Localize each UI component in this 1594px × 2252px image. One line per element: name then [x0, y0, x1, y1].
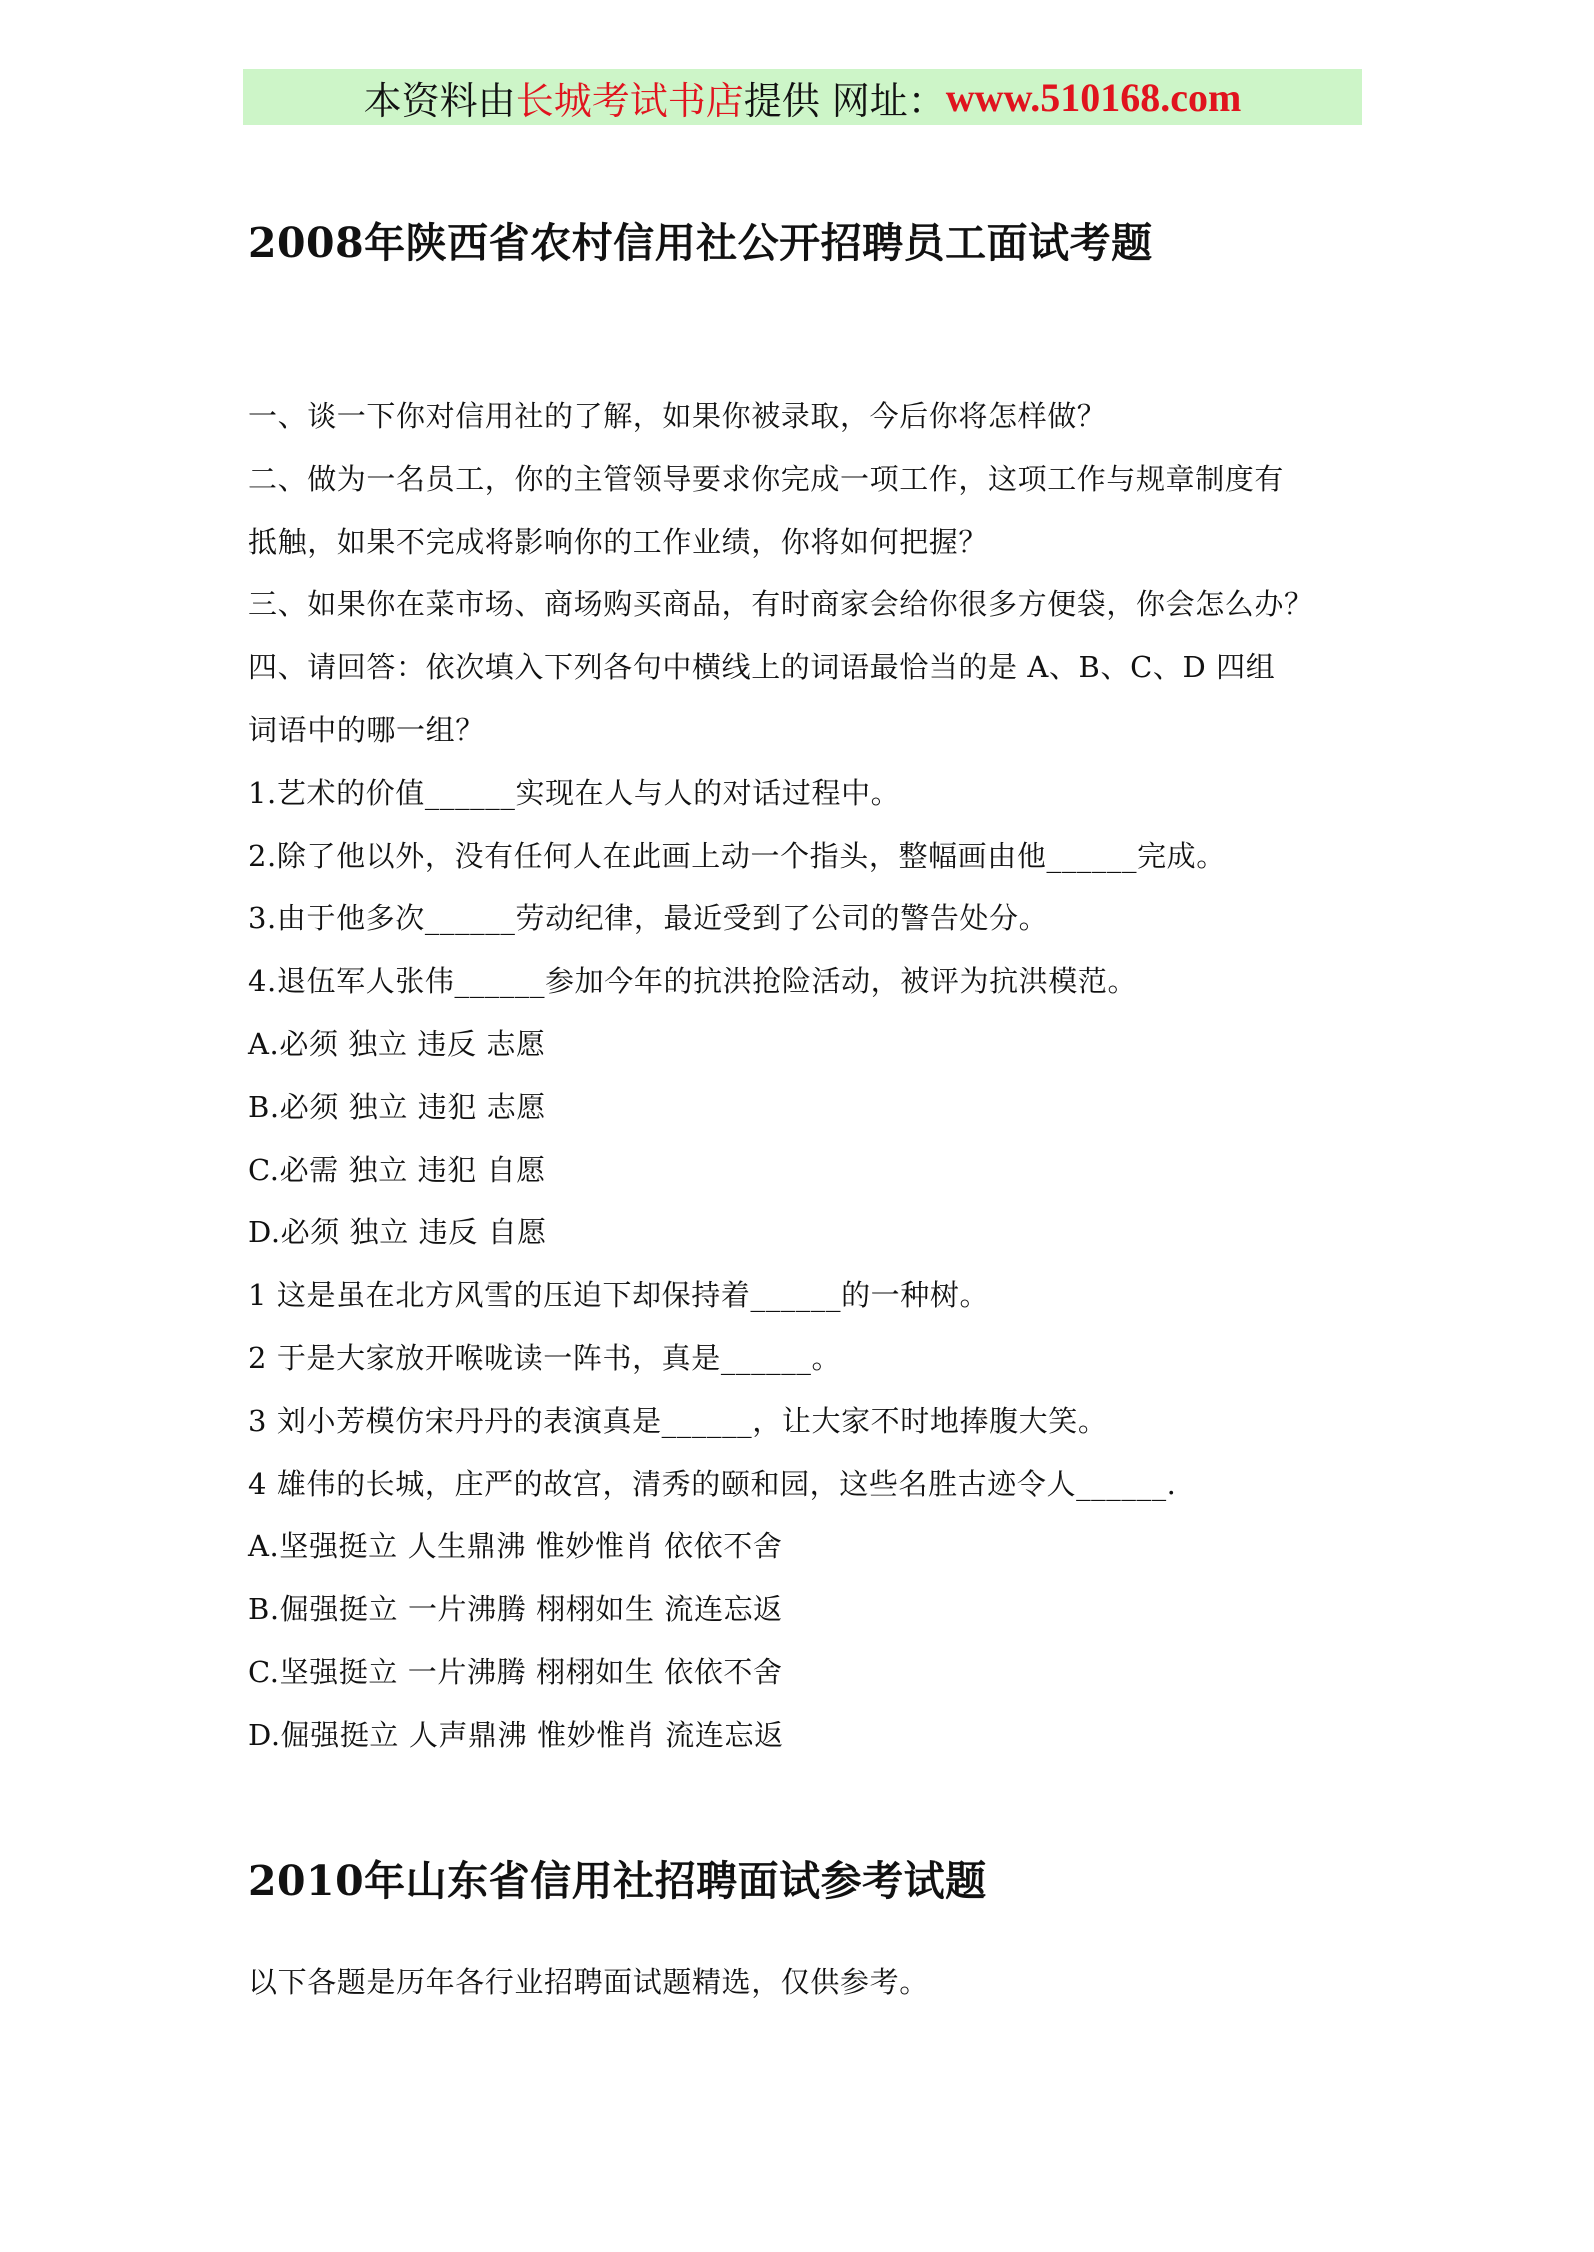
- question-line: 抵触，如果不完成将影响你的工作业绩，你将如何把握？: [248, 524, 989, 559]
- question-line: 一、谈一下你对信用社的了解，如果你被录取，今后你将怎样做？: [248, 399, 1107, 433]
- banner-prefix: 本资料由: [363, 78, 516, 123]
- question-line: 二、做为一名员工，你的主管领导要求你完成一项工作，这项工作与规章制度有: [248, 461, 1285, 496]
- question-line: C.坚强挺立 一片沸腾 栩栩如生 依依不舍: [248, 1654, 783, 1689]
- section2-intro: 以下各题是历年各行业招聘面试题精选，仅供参考。: [248, 1965, 929, 1999]
- question-line: A.必须 独立 违反 志愿: [248, 1026, 546, 1061]
- question-line: D.必须 独立 违反 自愿: [248, 1215, 547, 1250]
- question-line: 2 于是大家放开喉咙读一阵书，真是______。: [248, 1340, 842, 1375]
- question-line: 4 雄伟的长城，庄严的故宫，清秀的颐和园，这些名胜古迹令人______.: [248, 1466, 1177, 1501]
- question-line: C.必需 独立 违犯 自愿: [248, 1152, 546, 1187]
- question-line: D.倔强挺立 人声鼎沸 惟妙惟肖 流连忘返: [248, 1717, 784, 1752]
- question-line: 2.除了他以外，没有任何人在此画上动一个指头，整幅画由他______完成。: [248, 838, 1226, 873]
- question-line: 1.艺术的价值______实现在人与人的对话过程中。: [248, 775, 901, 810]
- question-line: 词语中的哪一组？: [248, 712, 485, 747]
- banner-url: www.510168.com: [945, 74, 1242, 120]
- question-line: 三、如果你在菜市场、商场购买商品，有时商家会给你很多方便袋，你会怎么办？: [248, 587, 1314, 622]
- question-line: 四、请回答：依次填入下列各句中横线上的词语最恰当的是 A、B、C、D 四组: [248, 650, 1276, 685]
- section1-title: 2008年陕西省农村信用社公开招聘员工面试考题: [248, 219, 1153, 267]
- banner-store-name: 长城考试书店: [515, 78, 744, 123]
- question-line: 3 刘小芳模仿宋丹丹的表演真是______，让大家不时地捧腹大笑。: [248, 1403, 1108, 1438]
- section2-title: 2010年山东省信用社招聘面试参考试题: [248, 1857, 987, 1905]
- banner-middle: 提供 网址：: [743, 78, 946, 123]
- question-line: 3.由于他多次______劳动纪律，最近受到了公司的警告处分。: [248, 901, 1049, 936]
- question-line: A.坚强挺立 人生鼎沸 惟妙惟肖 依依不舍: [248, 1529, 783, 1564]
- source-banner: [243, 69, 1362, 125]
- question-line: 1 这是虽在北方风雪的压迫下却保持着______的一种树。: [248, 1278, 990, 1313]
- question-line: 4.退伍军人张伟______参加今年的抗洪抢险活动，被评为抗洪模范。: [248, 964, 1138, 999]
- question-line: B.倔强挺立 一片沸腾 栩栩如生 流连忘返: [248, 1592, 783, 1627]
- question-line: B.必须 独立 违犯 志愿: [248, 1089, 546, 1124]
- section1-questions: [248, 385, 1368, 1767]
